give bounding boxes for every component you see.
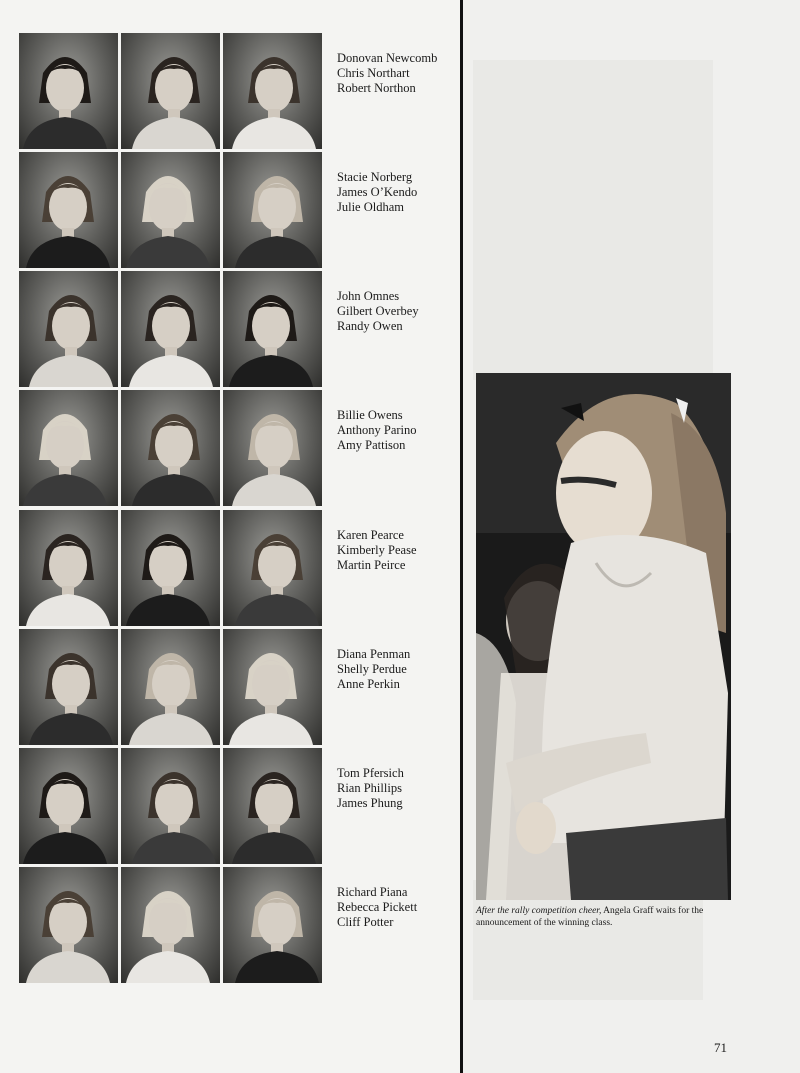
student-name: Gilbert Overbey — [337, 304, 419, 318]
student-name: Amy Pattison — [337, 438, 406, 452]
student-name: Cliff Potter — [337, 915, 394, 929]
portrait-row — [17, 271, 457, 389]
name-list — [337, 766, 404, 811]
student-name: James O’Kendo — [337, 185, 418, 199]
student-name: Robert Northon — [337, 81, 416, 95]
student-portrait — [19, 510, 118, 626]
student-portrait — [121, 748, 220, 864]
student-name: Martin Peirce — [337, 558, 406, 572]
student-name: Anne Perkin — [337, 677, 400, 691]
student-name: Stacie Norberg — [337, 170, 413, 184]
student-portrait — [121, 867, 220, 983]
portrait-row — [17, 748, 457, 866]
page-number: 71 — [714, 1040, 727, 1055]
student-name: Randy Owen — [337, 319, 403, 333]
student-name: Shelly Perdue — [337, 662, 407, 676]
student-portrait — [121, 510, 220, 626]
student-portrait — [19, 748, 118, 864]
portrait-row — [17, 629, 457, 747]
student-portrait — [223, 33, 322, 149]
caption-lead: After the rally competition cheer, — [476, 906, 602, 916]
portrait-row — [17, 510, 457, 628]
portrait-row — [17, 152, 457, 270]
student-name: Kimberly Pease — [337, 543, 417, 557]
student-portrait — [223, 867, 322, 983]
name-list — [337, 170, 417, 215]
photo-caption — [476, 905, 736, 929]
name-list — [337, 408, 417, 453]
student-name: Rian Phillips — [337, 781, 402, 795]
name-list — [337, 885, 417, 930]
gutter-line — [460, 0, 463, 1073]
name-list — [337, 289, 419, 334]
bleed-through-block — [473, 60, 713, 380]
name-list — [337, 51, 437, 96]
student-portrait — [19, 390, 118, 506]
student-portrait — [121, 152, 220, 268]
student-portrait — [19, 867, 118, 983]
portrait-row — [17, 867, 457, 985]
student-portrait — [19, 33, 118, 149]
name-list — [337, 647, 410, 692]
student-portrait — [121, 271, 220, 387]
portrait-row — [17, 33, 457, 151]
student-portrait — [223, 510, 322, 626]
student-name: Tom Pfersich — [337, 766, 404, 780]
student-portrait — [121, 390, 220, 506]
student-name: Rebecca Pickett — [337, 900, 418, 914]
student-portrait — [19, 152, 118, 268]
student-name: Julie Oldham — [337, 200, 405, 214]
candid-photo — [476, 373, 731, 900]
caption-text: Angela Graff waits for the announcement of the winning class. — [476, 906, 704, 928]
student-portrait — [223, 152, 322, 268]
student-name: Chris Northart — [337, 66, 410, 80]
student-name: James Phung — [337, 796, 403, 810]
student-name: Billie Owens — [337, 408, 403, 422]
student-portrait — [121, 629, 220, 745]
portrait-row — [17, 390, 457, 508]
student-portrait — [223, 748, 322, 864]
student-name: Donovan Newcomb — [337, 51, 438, 65]
student-name: Karen Pearce — [337, 528, 404, 542]
student-name: Richard Piana — [337, 885, 408, 899]
student-portrait — [19, 629, 118, 745]
student-name: Anthony Parino — [337, 423, 417, 437]
student-portrait — [223, 271, 322, 387]
student-portrait — [223, 629, 322, 745]
student-portrait — [19, 271, 118, 387]
candid-photo-illustration — [476, 373, 731, 900]
name-list — [337, 528, 417, 573]
student-name: John Omnes — [337, 289, 400, 303]
student-name: Diana Penman — [337, 647, 411, 661]
student-portrait — [121, 33, 220, 149]
student-portrait — [223, 390, 322, 506]
